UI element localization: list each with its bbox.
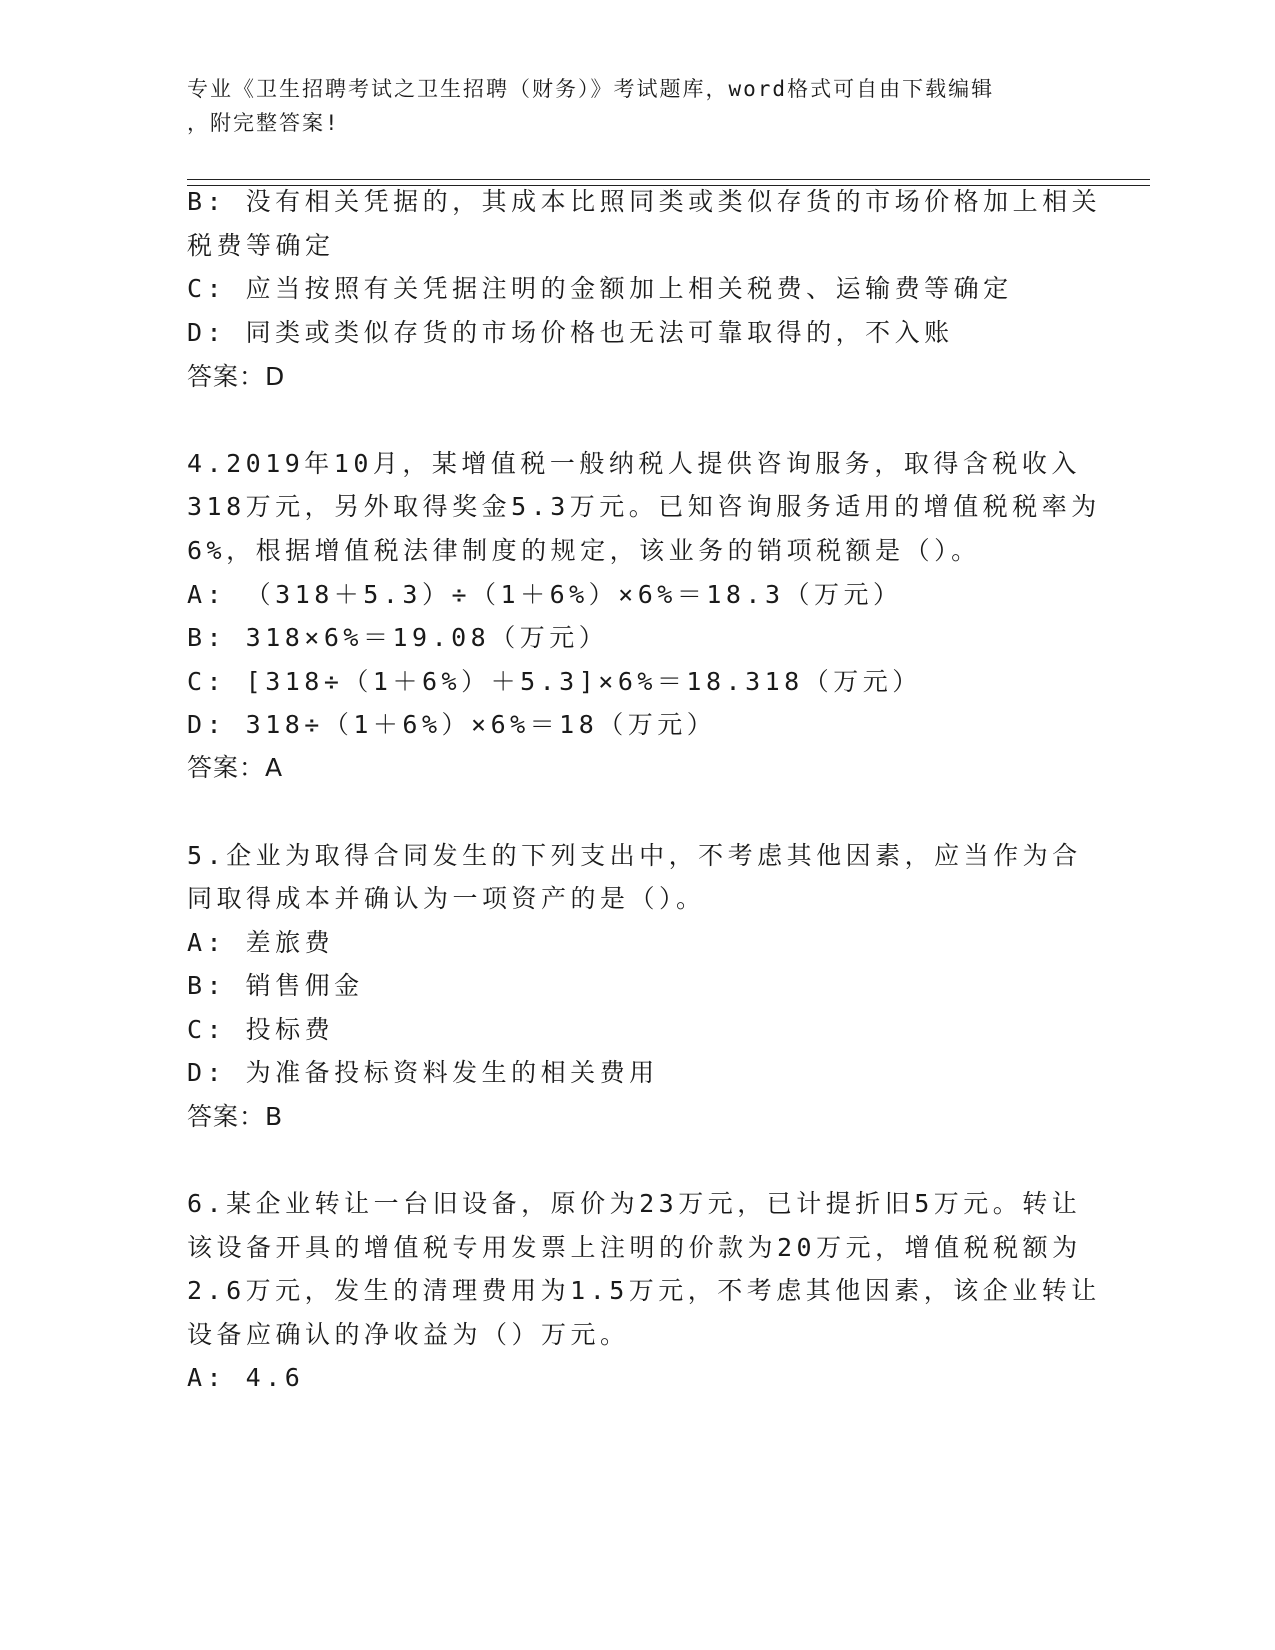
- q4-stem-line-2: 318万元，另外取得奖金5.3万元。已知咨询服务适用的增值税税率为: [187, 492, 1101, 521]
- q6-stem-line-1: 6.某企业转让一台旧设备，原价为23万元，已计提折旧5万元。转让: [187, 1189, 1082, 1218]
- q4-option-c: C: [318÷（1＋6%）＋5.3]×6%＝18.318（万元）: [187, 667, 922, 696]
- q5-option-d: D: 为准备投标资料发生的相关费用: [187, 1058, 659, 1087]
- q3-option-b-line-1: B: 没有相关凭据的，其成本比照同类或类似存货的市场价格加上相关: [187, 187, 1102, 216]
- header-divider-bottom: [187, 185, 1150, 186]
- q4-option-a: A: （318＋5.3）÷（1＋6%）×6%＝18.3（万元）: [187, 580, 903, 609]
- header-title-line-1: 专业《卫生招聘考试之卫生招聘（财务）》考试题库，word格式可自由下载编辑: [187, 77, 995, 101]
- q5-stem-line-1: 5.企业为取得合同发生的下列支出中，不考虑其他因素，应当作为合: [187, 841, 1082, 870]
- q4-option-b: B: 318×6%＝19.08（万元）: [187, 623, 609, 652]
- q4-answer: 答案：A: [187, 753, 284, 782]
- q3-option-b-line-2: 税费等确定: [187, 231, 335, 260]
- q3-option-d: D: 同类或类似存货的市场价格也无法可靠取得的，不入账: [187, 318, 954, 347]
- q3-option-c: C: 应当按照有关凭据注明的金额加上相关税费、运输费等确定: [187, 274, 1013, 303]
- q6-stem-line-4: 设备应确认的净收益为（）万元。: [187, 1320, 630, 1349]
- q4-stem-line-3: 6%，根据增值税法律制度的规定，该业务的销项税额是（）。: [187, 536, 981, 565]
- q4-option-d: D: 318÷（1＋6%）×6%＝18（万元）: [187, 710, 717, 739]
- q5-option-b: B: 销售佣金: [187, 971, 364, 1000]
- header-divider-top: [187, 179, 1150, 180]
- document-header: [187, 72, 1087, 140]
- q6-option-a: A: 4.6: [187, 1363, 305, 1392]
- q5-stem-line-2: 同取得成本并确认为一项资产的是（）。: [187, 884, 706, 913]
- q6-stem-line-3: 2.6万元，发生的清理费用为1.5万元，不考虑其他因素，该企业转让: [187, 1276, 1101, 1305]
- q3-answer: 答案：D: [187, 362, 286, 391]
- q5-option-c: C: 投标费: [187, 1015, 335, 1044]
- q5-option-a: A: 差旅费: [187, 928, 335, 957]
- header-title-line-2: ，附完整答案!: [187, 111, 340, 135]
- q6-stem-line-2: 该设备开具的增值税专用发票上注明的价款为20万元，增值税税额为: [187, 1233, 1082, 1262]
- q4-stem-line-1: 4.2019年10月，某增值税一般纳税人提供咨询服务，取得含税收入: [187, 449, 1081, 478]
- q5-answer: 答案：B: [187, 1102, 284, 1131]
